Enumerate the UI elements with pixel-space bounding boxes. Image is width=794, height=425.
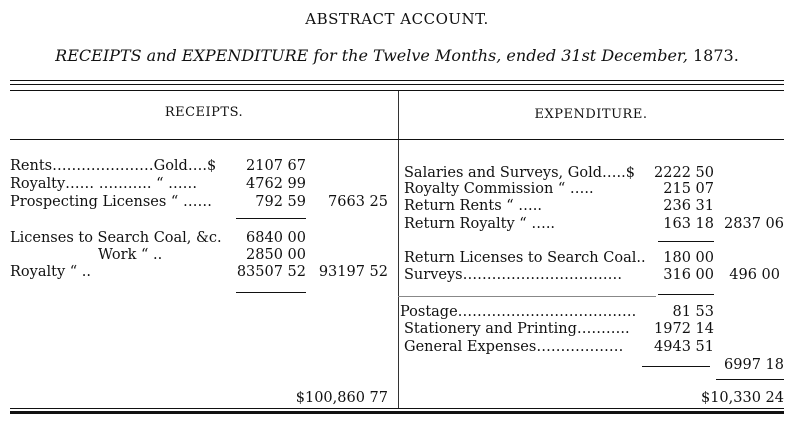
expenditure-label: Return Rents “ ….. bbox=[404, 198, 542, 214]
expenditure-label: General Expenses……………… bbox=[404, 339, 624, 355]
expenditure-total: $10,330 24 bbox=[700, 390, 784, 406]
receipt-label: Royalty…… ……….. “ …… bbox=[10, 176, 198, 192]
receipt-subtotal: 93197 52 bbox=[318, 264, 388, 280]
receipt-label: Rents…………………Gold….$ bbox=[10, 158, 217, 174]
expenditure-divider-rule bbox=[398, 296, 656, 297]
expenditure-label: Surveys…………………………… bbox=[404, 267, 623, 283]
receipt-label: Licenses to Search Coal, &c. bbox=[10, 230, 222, 246]
receipt-group2-rule bbox=[236, 292, 306, 293]
expenditure-amount: 215 07 bbox=[663, 181, 714, 197]
expenditure-subtotal: 2837 06 bbox=[724, 216, 784, 232]
expenditure-amount: 81 53 bbox=[672, 304, 714, 320]
receipt-amount: 4762 99 bbox=[246, 176, 306, 192]
top-rule-1 bbox=[10, 80, 784, 81]
expenditure-amount: 163 18 bbox=[663, 216, 714, 232]
receipt-label: Prospecting Licenses “ …… bbox=[10, 194, 212, 210]
expenditure-label: Return Royalty “ ….. bbox=[404, 216, 556, 232]
top-rule-2 bbox=[10, 84, 784, 85]
receipt-label: Work “ .. bbox=[98, 247, 163, 263]
expenditure-subtotal: 6997 18 bbox=[724, 357, 784, 373]
receipt-amount: 792 59 bbox=[255, 194, 306, 210]
expenditure-subtotal-rule bbox=[716, 379, 784, 380]
expenditure-heading: EXPENDITURE. bbox=[534, 107, 648, 122]
expenditure-amount: 180 00 bbox=[663, 250, 714, 266]
top-rule-3 bbox=[10, 90, 784, 91]
receipts-heading: RECEIPTS. bbox=[164, 105, 244, 120]
expenditure-amount: 316 00 bbox=[663, 267, 714, 283]
expenditure-label: Postage………………………………. bbox=[400, 304, 637, 320]
receipt-amount: 2107 67 bbox=[246, 158, 306, 174]
expenditure-label: Salaries and Surveys, Gold…..$ bbox=[404, 165, 635, 181]
expenditure-amount: 4943 51 bbox=[654, 339, 714, 355]
receipt-amount: 2850 00 bbox=[246, 247, 306, 263]
receipt-subtotal: 7663 25 bbox=[328, 194, 388, 210]
subtitle-year: 1873. bbox=[693, 46, 739, 65]
receipt-label: Royalty “ .. bbox=[10, 264, 91, 280]
subtitle-main: RECEIPTS and EXPENDITURE for the Twelve Months, ended 31st December, bbox=[55, 46, 688, 65]
expenditure-label: Stationery and Printing……….. bbox=[404, 321, 630, 337]
bottom-rule-2 bbox=[10, 411, 784, 414]
expenditure-group2-rule bbox=[658, 294, 714, 295]
document-title: ABSTRACT ACCOUNT. bbox=[305, 10, 489, 28]
expenditure-group3-rule bbox=[642, 366, 710, 367]
expenditure-amount: 236 31 bbox=[663, 198, 714, 214]
receipts-total: $100,860 77 bbox=[295, 390, 388, 406]
expenditure-label: Return Licenses to Search Coal.. bbox=[404, 250, 646, 266]
expenditure-group1-rule bbox=[658, 241, 714, 242]
receipt-amount: 6840 00 bbox=[246, 230, 306, 246]
heading-rule bbox=[10, 139, 784, 140]
receipt-amount: 83507 52 bbox=[236, 264, 306, 280]
expenditure-subtotal: 496 00 bbox=[729, 267, 780, 283]
bottom-rule-1 bbox=[10, 408, 784, 409]
receipt-group1-rule bbox=[236, 218, 306, 219]
expenditure-amount: 1972 14 bbox=[654, 321, 714, 337]
expenditure-amount: 2222 50 bbox=[654, 165, 714, 181]
document-subtitle bbox=[0, 48, 794, 64]
expenditure-label: Royalty Commission “ ….. bbox=[404, 181, 594, 197]
